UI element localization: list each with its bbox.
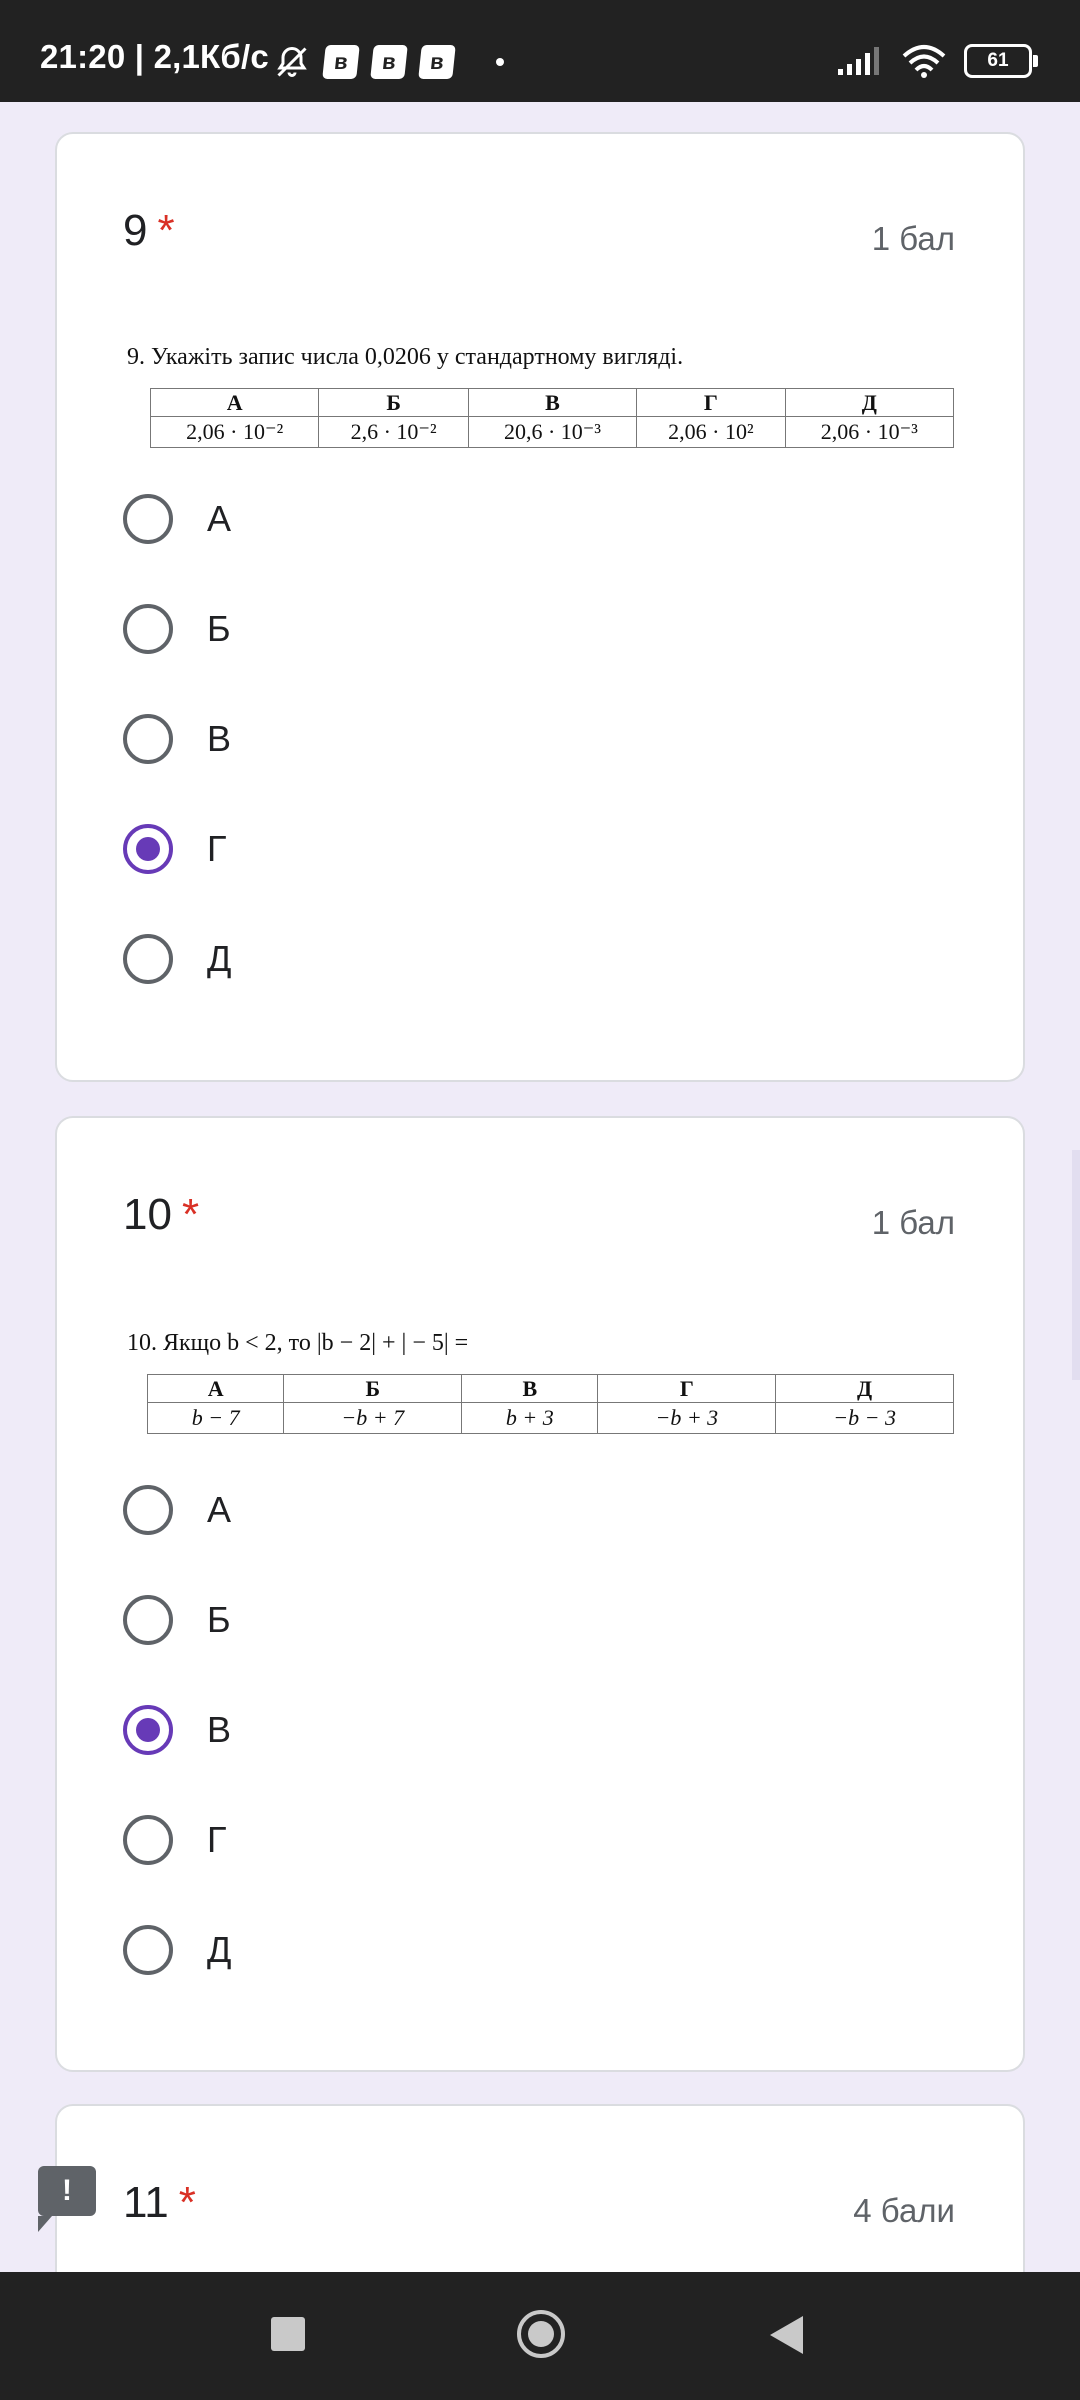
option-label: Д: [207, 1929, 232, 1970]
question-number: 11 *: [123, 2178, 196, 2227]
status-time: 21:20 | 2,1Кб/с: [40, 38, 269, 75]
radio-button[interactable]: [123, 934, 173, 984]
bell-off-icon: [274, 44, 310, 80]
battery-level: 61: [987, 50, 1009, 71]
report-feedback-button[interactable]: !: [38, 2166, 96, 2216]
radio-button[interactable]: [123, 714, 173, 764]
table-header-cell: Г: [637, 389, 785, 417]
app-b-icon: в: [418, 45, 456, 79]
radio-option-v[interactable]: [123, 1690, 523, 1770]
radio-button[interactable]: [123, 1485, 173, 1535]
question-number: 10 *: [123, 1190, 200, 1239]
radio-option-b[interactable]: [123, 589, 523, 669]
table-value-cell: b − 7: [148, 1403, 284, 1434]
back-icon[interactable]: [770, 2316, 803, 2354]
table-value-cell: −b + 7: [284, 1403, 462, 1434]
radio-button-selected[interactable]: [123, 1705, 173, 1755]
question-points: 4 бали: [853, 2192, 955, 2229]
more-notifications-dot: [496, 58, 504, 66]
table-header-cell: Д: [785, 389, 953, 417]
option-label: Г: [207, 828, 227, 869]
wifi-icon: [902, 44, 946, 78]
required-asterisk: *: [178, 2178, 196, 2227]
system-indicators: [838, 44, 1032, 78]
question-text: 10. Якщо b < 2, то |b − 2| + | − 5| =: [127, 1330, 469, 1356]
table-header-cell: А: [148, 1375, 284, 1403]
table-value-cell: −b + 3: [598, 1403, 776, 1434]
radio-option-d[interactable]: [123, 1910, 523, 1990]
radio-option-b[interactable]: [123, 1580, 523, 1660]
answer-table: [150, 388, 954, 448]
table-value-cell: −b − 3: [776, 1403, 954, 1434]
option-label: В: [207, 718, 232, 759]
table-value-cell: b + 3: [462, 1403, 598, 1434]
required-asterisk: *: [157, 206, 175, 255]
signal-icon: [838, 47, 884, 75]
home-icon[interactable]: [517, 2310, 565, 2358]
table-header-cell: Д: [776, 1375, 954, 1403]
table-header-cell: Б: [319, 389, 468, 417]
table-value-cell: 2,06 · 10²: [637, 417, 785, 448]
app-b-icon: в: [322, 45, 360, 79]
option-label: Б: [207, 1599, 231, 1640]
radio-option-g[interactable]: [123, 809, 523, 889]
table-header-cell: В: [468, 389, 636, 417]
option-label: Д: [207, 938, 232, 979]
question-points: 1 бал: [871, 220, 955, 257]
table-header-cell: А: [151, 389, 319, 417]
question-number: 9 *: [123, 206, 175, 255]
option-label: Б: [207, 608, 231, 649]
table-header-cell: В: [462, 1375, 598, 1403]
radio-option-v[interactable]: [123, 699, 523, 779]
table-value-cell: 2,6 · 10⁻²: [319, 417, 468, 448]
radio-button[interactable]: [123, 494, 173, 544]
table-value-cell: 2,06 · 10⁻²: [151, 417, 319, 448]
table-value-cell: 20,6 · 10⁻³: [468, 417, 636, 448]
recent-apps-icon[interactable]: [271, 2317, 305, 2351]
question-card-9: [55, 132, 1025, 1082]
answer-table: [147, 1374, 954, 1434]
table-header-cell: Б: [284, 1375, 462, 1403]
radio-option-d[interactable]: [123, 919, 523, 999]
scrollbar[interactable]: [1072, 1150, 1080, 1380]
radio-button[interactable]: [123, 1595, 173, 1645]
option-label: Г: [207, 1819, 227, 1860]
notification-icons: [274, 44, 504, 80]
radio-button-selected[interactable]: [123, 824, 173, 874]
radio-option-a[interactable]: [123, 1470, 523, 1550]
required-asterisk: *: [181, 1190, 200, 1239]
radio-option-g[interactable]: [123, 1800, 523, 1880]
radio-button[interactable]: [123, 1815, 173, 1865]
table-header-cell: Г: [598, 1375, 776, 1403]
radio-button[interactable]: [123, 1925, 173, 1975]
radio-option-a[interactable]: [123, 479, 523, 559]
question-text: 9. Укажіть запис числа 0,0206 у стандартному вигляді.: [127, 344, 684, 370]
option-label: А: [207, 1489, 232, 1530]
option-label: А: [207, 498, 232, 539]
battery-icon: [964, 44, 1032, 78]
table-value-cell: 2,06 · 10⁻³: [785, 417, 953, 448]
radio-button[interactable]: [123, 604, 173, 654]
status-bar: [0, 0, 1080, 102]
option-label: В: [207, 1709, 232, 1750]
app-b-icon: в: [370, 45, 408, 79]
question-points: 1 бал: [871, 1204, 955, 1241]
navigation-bar: [0, 2272, 1080, 2400]
question-card-10: [55, 1116, 1025, 2072]
